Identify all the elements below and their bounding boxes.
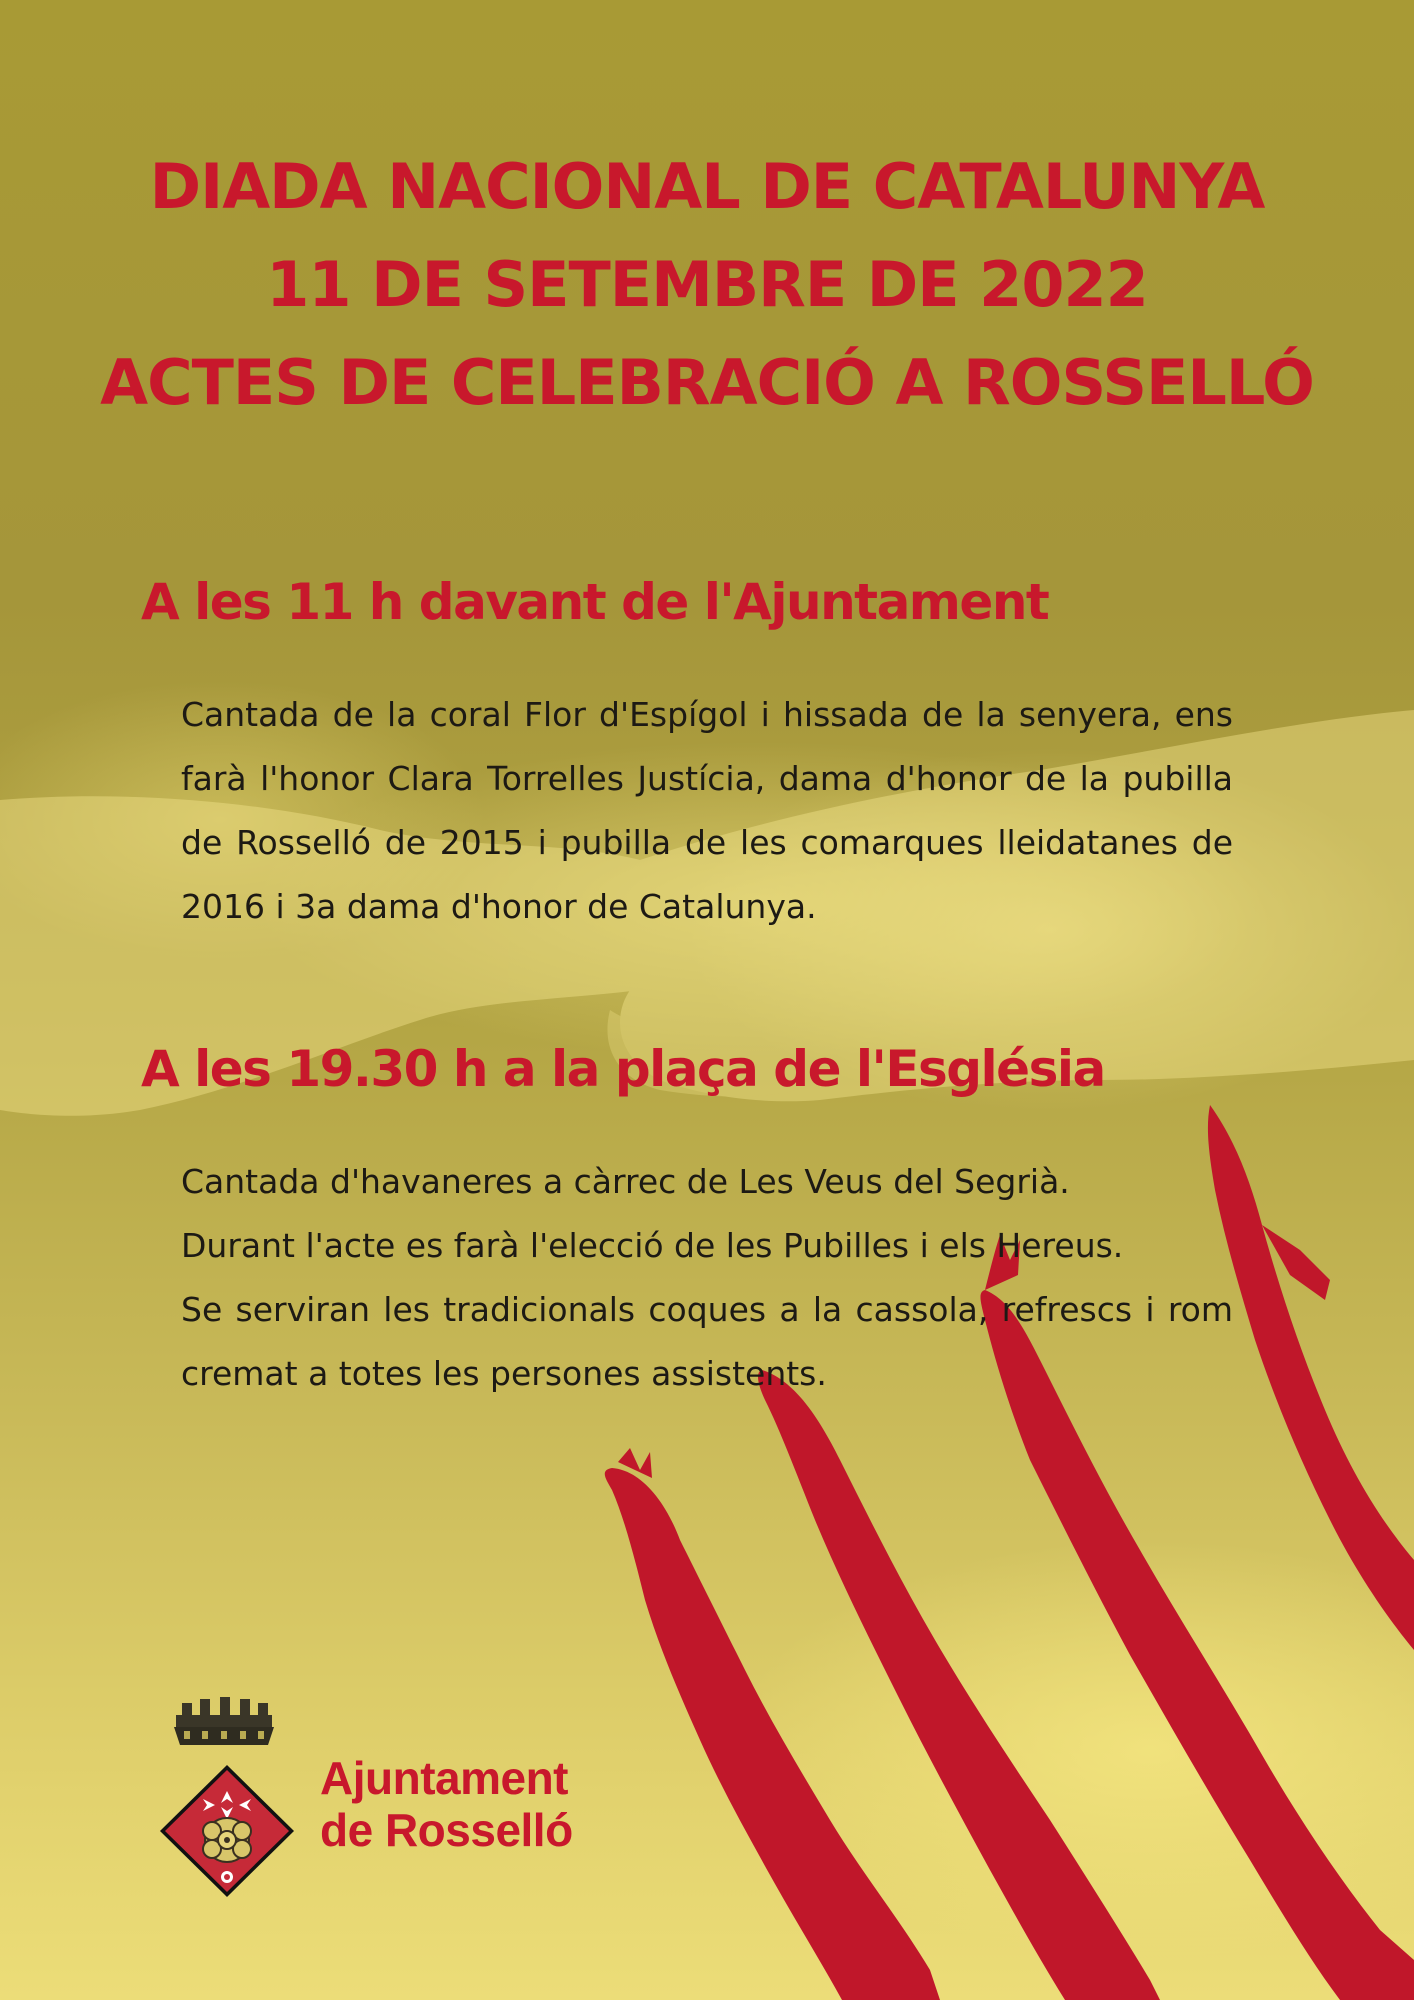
event-2-heading: A les 19.30 h a la plaça de l'Església	[141, 1040, 1105, 1098]
logo-line-2: de Rosselló	[320, 1804, 573, 1856]
event-2-paragraph-2: Durant l'acte es farà l'elecció de les Pubilles i els Hereus.	[181, 1226, 1124, 1265]
small-emblem	[221, 1871, 233, 1883]
title-line-2: 11 DE SETEMBRE DE 2022	[266, 248, 1148, 321]
event-1-paragraph: Cantada de la coral Flor d'Espígol i hissada de la senyera, ens farà l'honor Clara Torrelles Justícia, dama d'honor de la pubilla de Rosselló de 2015 i pubilla de les comarques lleidatanes de 2016 i 3a dama d'honor de Catalunya.	[181, 695, 1233, 926]
title-line-3: ACTES DE CELEBRACIÓ A ROSSELLÓ	[100, 346, 1314, 419]
logo-wordmark	[320, 1752, 573, 1856]
event-1-heading: A les 11 h davant de l'Ajuntament	[141, 573, 1049, 631]
event-2-paragraph-1: Cantada d'havaneres a càrrec de Les Veus del Segrià.	[181, 1162, 1070, 1201]
title-line-1: DIADA NACIONAL DE CATALUNYA	[149, 150, 1265, 223]
mural-crown	[174, 1697, 274, 1745]
event-2-description	[181, 1150, 1233, 1406]
logo-line-1: Ajuntament	[320, 1752, 568, 1804]
rossello-coat-of-arms-icon	[160, 1695, 300, 1905]
rose	[203, 1818, 251, 1862]
event-2-paragraph-3: Se serviran les tradicionals coques a la cassola, refrescs i rom cremat a totes les persones assistents.	[181, 1290, 1233, 1393]
event-1-description	[181, 683, 1233, 939]
poster-title	[0, 138, 1414, 432]
